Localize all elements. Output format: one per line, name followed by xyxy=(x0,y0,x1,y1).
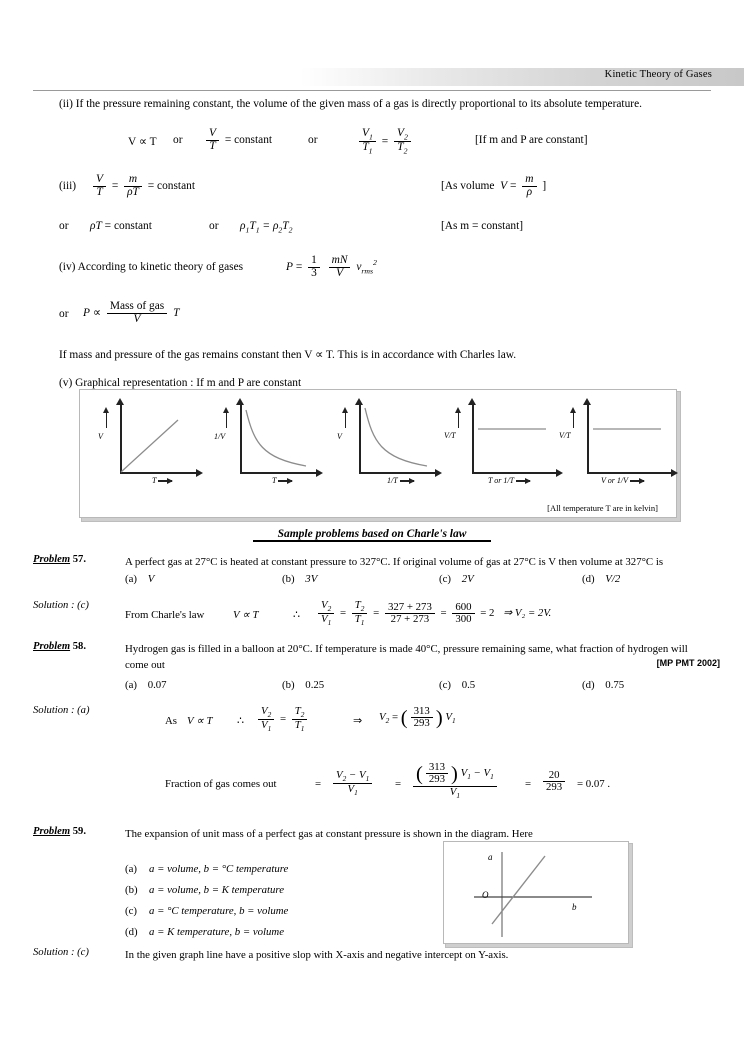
problem-57-option-a-tag: (a) xyxy=(125,573,137,585)
rhoT-or-1: or xyxy=(59,219,69,232)
eq1-const-label: = constant xyxy=(224,133,273,146)
p57-den1: 27 + 273 xyxy=(390,612,430,625)
graph-2-invV-vs-T xyxy=(210,398,322,493)
graph-4-x-label: T or 1/T xyxy=(488,476,515,485)
problem-59-option-a-tag: (a) xyxy=(125,863,137,875)
problem-59-diagram-origin-label: O xyxy=(482,890,489,900)
equation-row-rhoT xyxy=(33,218,711,240)
left-paren-icon: ( xyxy=(400,706,408,729)
problem-57-number: 57. xyxy=(72,554,86,565)
problem-58-option-a[interactable] xyxy=(125,679,167,691)
problem-57-label xyxy=(33,554,125,565)
graph-5-y-label: V/T xyxy=(559,431,571,440)
problem-57-option-a-text: V xyxy=(147,573,155,585)
problem-57-option-d-text: V/2 xyxy=(605,573,621,585)
problem-58-option-a-text: 0.07 xyxy=(147,679,167,691)
graph-5-x-label-wrap xyxy=(601,476,644,485)
graph-panel xyxy=(79,389,677,518)
problem-59-label xyxy=(33,826,125,837)
problem-58-V2-expression: $V_2$ = ( $\frac{313}{293}$ ) $V_1$ xyxy=(379,705,456,730)
rhoT-bracket: [As m = constant] xyxy=(441,219,524,232)
graph-4-x-label-wrap xyxy=(488,476,530,485)
problem-59-label-word: Problem xyxy=(33,826,71,837)
graph-3-x-label-wrap xyxy=(387,476,414,485)
problem-57-option-d[interactable] xyxy=(582,573,620,585)
problem-57-solution-intro: From Charle's law xyxy=(125,609,205,621)
problem-59-number: 59. xyxy=(72,826,86,837)
problem-58-fraction-label: Fraction of gas comes out xyxy=(165,778,277,790)
problem-58-option-b-text: 0.25 xyxy=(305,679,325,691)
graph-2-x-label-arrow-icon xyxy=(278,480,292,481)
problem-58-ratio: $\frac{V_2}{V_1}$ = $\frac{T_2}{T_1}$ xyxy=(255,706,310,733)
eq-iii-expression: $\frac{V}{T}$ = $\frac{m}{\rho T}$ = constant xyxy=(90,174,195,199)
rhoT-equality: $\rho_1T_1 = \rho_2T_2$ xyxy=(240,219,293,234)
problem-58-label-word: Problem xyxy=(33,641,71,652)
problem-58-label xyxy=(33,641,125,652)
eq-iv-expression: P = $\frac{1}{3}$ $\frac{mN}{V}$ $v_{rms}^2$ xyxy=(286,253,377,279)
problem-58-option-b-tag: (b) xyxy=(282,679,295,691)
graph-1-y-label: V xyxy=(98,432,103,441)
problem-58-fraction-line xyxy=(33,762,711,802)
graph-4-VoverT-vs-T xyxy=(442,398,562,493)
problem-58-option-c-tag: (c) xyxy=(439,679,451,691)
paragraph-point-ii: (ii) If the pressure remaining constant, the volume of the given mass of a gas is directly proportional to its absolute temperature. xyxy=(59,98,642,110)
graph-3-curve xyxy=(329,398,441,493)
eq-iii-bracket-pre: [As volume xyxy=(441,179,495,192)
P-prop-expression: P ∝ $\frac{\text{Mass of gas}}{V}$ T xyxy=(83,299,180,325)
graph-2-y-label: 1/V xyxy=(214,432,226,441)
problem-58-equals-2: = xyxy=(395,778,402,790)
problem-59-option-c-text: a = °C temperature, b = volume xyxy=(149,905,289,917)
p57-equals-two: = 2 xyxy=(480,606,495,619)
graph-4-x-label-arrow-icon xyxy=(516,480,530,481)
p58-frac-num: 313 xyxy=(411,706,433,718)
header-divider xyxy=(33,90,711,91)
eq-iii-bracket: [As volume V = $\frac{m}{\rho}$ ] xyxy=(441,172,547,198)
problem-57-solution-prop: V ∝ T xyxy=(233,609,259,621)
graph-5-VoverT-vs-V xyxy=(557,398,677,493)
problem-57-derivation: $\frac{V_2}{V_1}$ = $\frac{T_2}{T_1}$ = $\frac{327 + 273}{27 + 273}$ = $\frac{600}{300}$ = 2 ⇒ V₂ = 2V. xyxy=(315,600,551,627)
p57-num1: 327 + 273 xyxy=(385,602,435,614)
right-paren-icon-2: ) xyxy=(451,762,458,785)
left-paren-icon-2: ( xyxy=(416,762,423,785)
graph-1-x-label-wrap xyxy=(152,476,172,485)
problem-57-option-c-tag: (c) xyxy=(439,573,451,585)
eq1-or-1: or xyxy=(173,133,183,146)
rhoT-or-2: or xyxy=(209,219,219,232)
p58-frac-den-2: 293 xyxy=(428,773,446,786)
problem-58-option-c[interactable] xyxy=(439,679,475,691)
problem-58-option-b[interactable] xyxy=(282,679,324,691)
problem-59-question: The expansion of unit mass of a perfect gas at constant pressure is shown in the diagram. Here xyxy=(125,828,533,840)
problem-59-solution-label: Solution : (c) xyxy=(33,947,89,958)
graph-3-y-label: V xyxy=(337,432,342,441)
P-prop-or: or xyxy=(59,307,69,320)
problem-59-option-c-tag: (c) xyxy=(125,905,137,917)
graph-1-V-vs-T xyxy=(90,398,202,493)
p58-frac-den: 293 xyxy=(413,717,430,730)
eq1-ratio: $\frac{V_1}{T_1}$ = $\frac{V_2}{T_2}$ xyxy=(356,128,414,156)
problem-59-diagram-x-label: b xyxy=(572,902,577,912)
problem-58-implies-icon: ⇒ xyxy=(353,715,363,727)
rhoT-const-label: = constant xyxy=(104,219,152,232)
problem-58-substituted-expression: ( $\frac{313}{293}$ ) $V_1 - V_1$ $V_1$ xyxy=(410,762,500,800)
problem-58-equals-3: = xyxy=(525,778,532,790)
problem-58-option-d-text: 0.75 xyxy=(605,679,625,691)
eq1-fraction-VT: $\frac{V}{T}$ = constant xyxy=(203,128,272,153)
problem-57-option-b-tag: (b) xyxy=(282,573,295,585)
problem-58-option-d[interactable] xyxy=(582,679,624,691)
right-paren-icon: ) xyxy=(435,706,443,729)
equation-row-iv xyxy=(33,254,711,288)
problem-59-diagram-y-label: a xyxy=(488,852,493,862)
problem-59-option-d-text: a = K temperature, b = volume xyxy=(149,926,285,938)
problem-57-options xyxy=(33,573,711,591)
eq-iii-const-label: = constant xyxy=(147,179,195,192)
graph-5-x-label-arrow-icon xyxy=(630,480,644,481)
p58-final-den: 293 xyxy=(546,781,563,794)
graph-2-x-label: T xyxy=(272,476,277,485)
problem-58-solution-block xyxy=(33,705,711,741)
page-header-title: Kinetic Theory of Gases xyxy=(604,69,712,80)
problem-59-diagram-svg xyxy=(444,842,628,943)
graph-3-x-label-arrow-icon xyxy=(400,480,414,481)
rhoT-expression: ρT = constant xyxy=(90,219,152,232)
problem-59-option-b-tag: (b) xyxy=(125,884,138,896)
main-content xyxy=(33,96,711,392)
equation-row-iii xyxy=(33,174,711,208)
problem-58-question: Hydrogen gas is filled in a balloon at 20°C. If temperature is made 40°C, pressure remaining same, what fraction of hydrogen will come out xyxy=(125,643,688,672)
problem-57-option-a[interactable] xyxy=(125,573,154,585)
graph-4-y-label: V/T xyxy=(444,431,456,440)
diagram-plot-line xyxy=(492,856,545,924)
graph-1-curve xyxy=(90,398,202,493)
problem-58-final-value: = 0.07 . xyxy=(577,778,611,790)
p57-num2: 600 xyxy=(452,602,474,614)
problem-57-option-b[interactable] xyxy=(282,573,317,585)
problem-58-options xyxy=(33,679,711,697)
problem-57-option-c[interactable] xyxy=(439,573,474,585)
eq1-condition-bracket: [If m and P are constant] xyxy=(475,133,588,146)
graphical-representation-label: (v) Graphical representation : If m and P are constant xyxy=(59,376,302,389)
problem-58-final-fraction xyxy=(540,770,568,794)
graph-3-x-label: 1/T xyxy=(387,476,398,485)
problem-58-solution-prop: V ∝ T xyxy=(187,715,213,727)
problem-57-therefore-symbol: ∴ xyxy=(293,609,300,621)
problem-58-number: 58. xyxy=(72,641,86,652)
p57-result: ⇒ V₂ = 2V. xyxy=(503,606,552,619)
graph-1-x-label-arrow-icon xyxy=(158,480,172,481)
p58-final-num: 20 xyxy=(543,770,565,782)
problem-58-option-d-tag: (d) xyxy=(582,679,595,691)
graph-1-x-label: T xyxy=(152,476,157,485)
problem-58-ratio-expression: $\frac{V_2 - V_1}{V_1}$ xyxy=(330,770,375,797)
eq1-proportionality: V ∝ T xyxy=(128,135,157,148)
label-point-iv: (iv) According to kinetic theory of gases xyxy=(59,260,244,273)
problem-57-option-b-text: 3V xyxy=(305,573,318,585)
sample-problems-heading-text: Sample problems based on Charle's law xyxy=(277,528,467,540)
charles-law-statement: If mass and pressure of the gas remains constant then V ∝ T. This is in accordance with Charles law. xyxy=(59,348,517,361)
problem-57-option-d-tag: (d) xyxy=(582,573,595,585)
problem-58-therefore-symbol: ∴ xyxy=(237,715,244,727)
problem-59-solution-text: In the given graph line have a positive slop with X-axis and negative intercept on Y-axis. xyxy=(125,949,509,961)
p57-den2: 300 xyxy=(455,612,472,625)
problem-58-equals-1: = xyxy=(315,778,322,790)
graph-2-x-label-wrap xyxy=(272,476,292,485)
problem-59-option-b-text: a = volume, b = K temperature xyxy=(149,884,285,896)
problem-59-option-a-text: a = volume, b = °C temperature xyxy=(149,863,289,875)
problem-59-option-d-tag: (d) xyxy=(125,926,138,938)
kelvin-note: [All temperature T are in kelvin] xyxy=(547,503,658,513)
graph-3-V-vs-invT xyxy=(329,398,441,493)
problem-57-solution-label: Solution : (c) xyxy=(33,600,89,611)
problem-57-option-c-text: 2V xyxy=(461,573,474,585)
problem-58-option-a-tag: (a) xyxy=(125,679,137,691)
problem-57-label-word: Problem xyxy=(33,554,71,565)
problem-59-diagram xyxy=(443,841,629,944)
problem-58-solution-label: Solution : (a) xyxy=(33,705,90,716)
problem-58-option-c-text: 0.5 xyxy=(461,679,476,691)
eq1-or-2: or xyxy=(308,133,318,146)
problem-58-source-badge: [MP PMT 2002] xyxy=(656,658,720,668)
graph-2-curve xyxy=(210,398,322,493)
graph-5-x-label: V or 1/V xyxy=(601,476,628,485)
problem-57-question: A perfect gas at 27°C is heated at constant pressure to 327°C. If original volume of gas at 27°C is V then volume at 327°C is xyxy=(125,556,664,568)
label-point-iii: (iii) xyxy=(59,179,77,192)
problem-58-solution-intro: As xyxy=(165,715,177,727)
equation-row-1 xyxy=(33,128,711,162)
eq-iii-bracket-post: ] xyxy=(542,179,547,192)
equation-row-P-prop xyxy=(33,298,711,334)
sample-problems-underline xyxy=(253,540,491,542)
problem-57-solution-block xyxy=(33,600,711,630)
p58-frac-num-2: 313 xyxy=(426,762,448,774)
